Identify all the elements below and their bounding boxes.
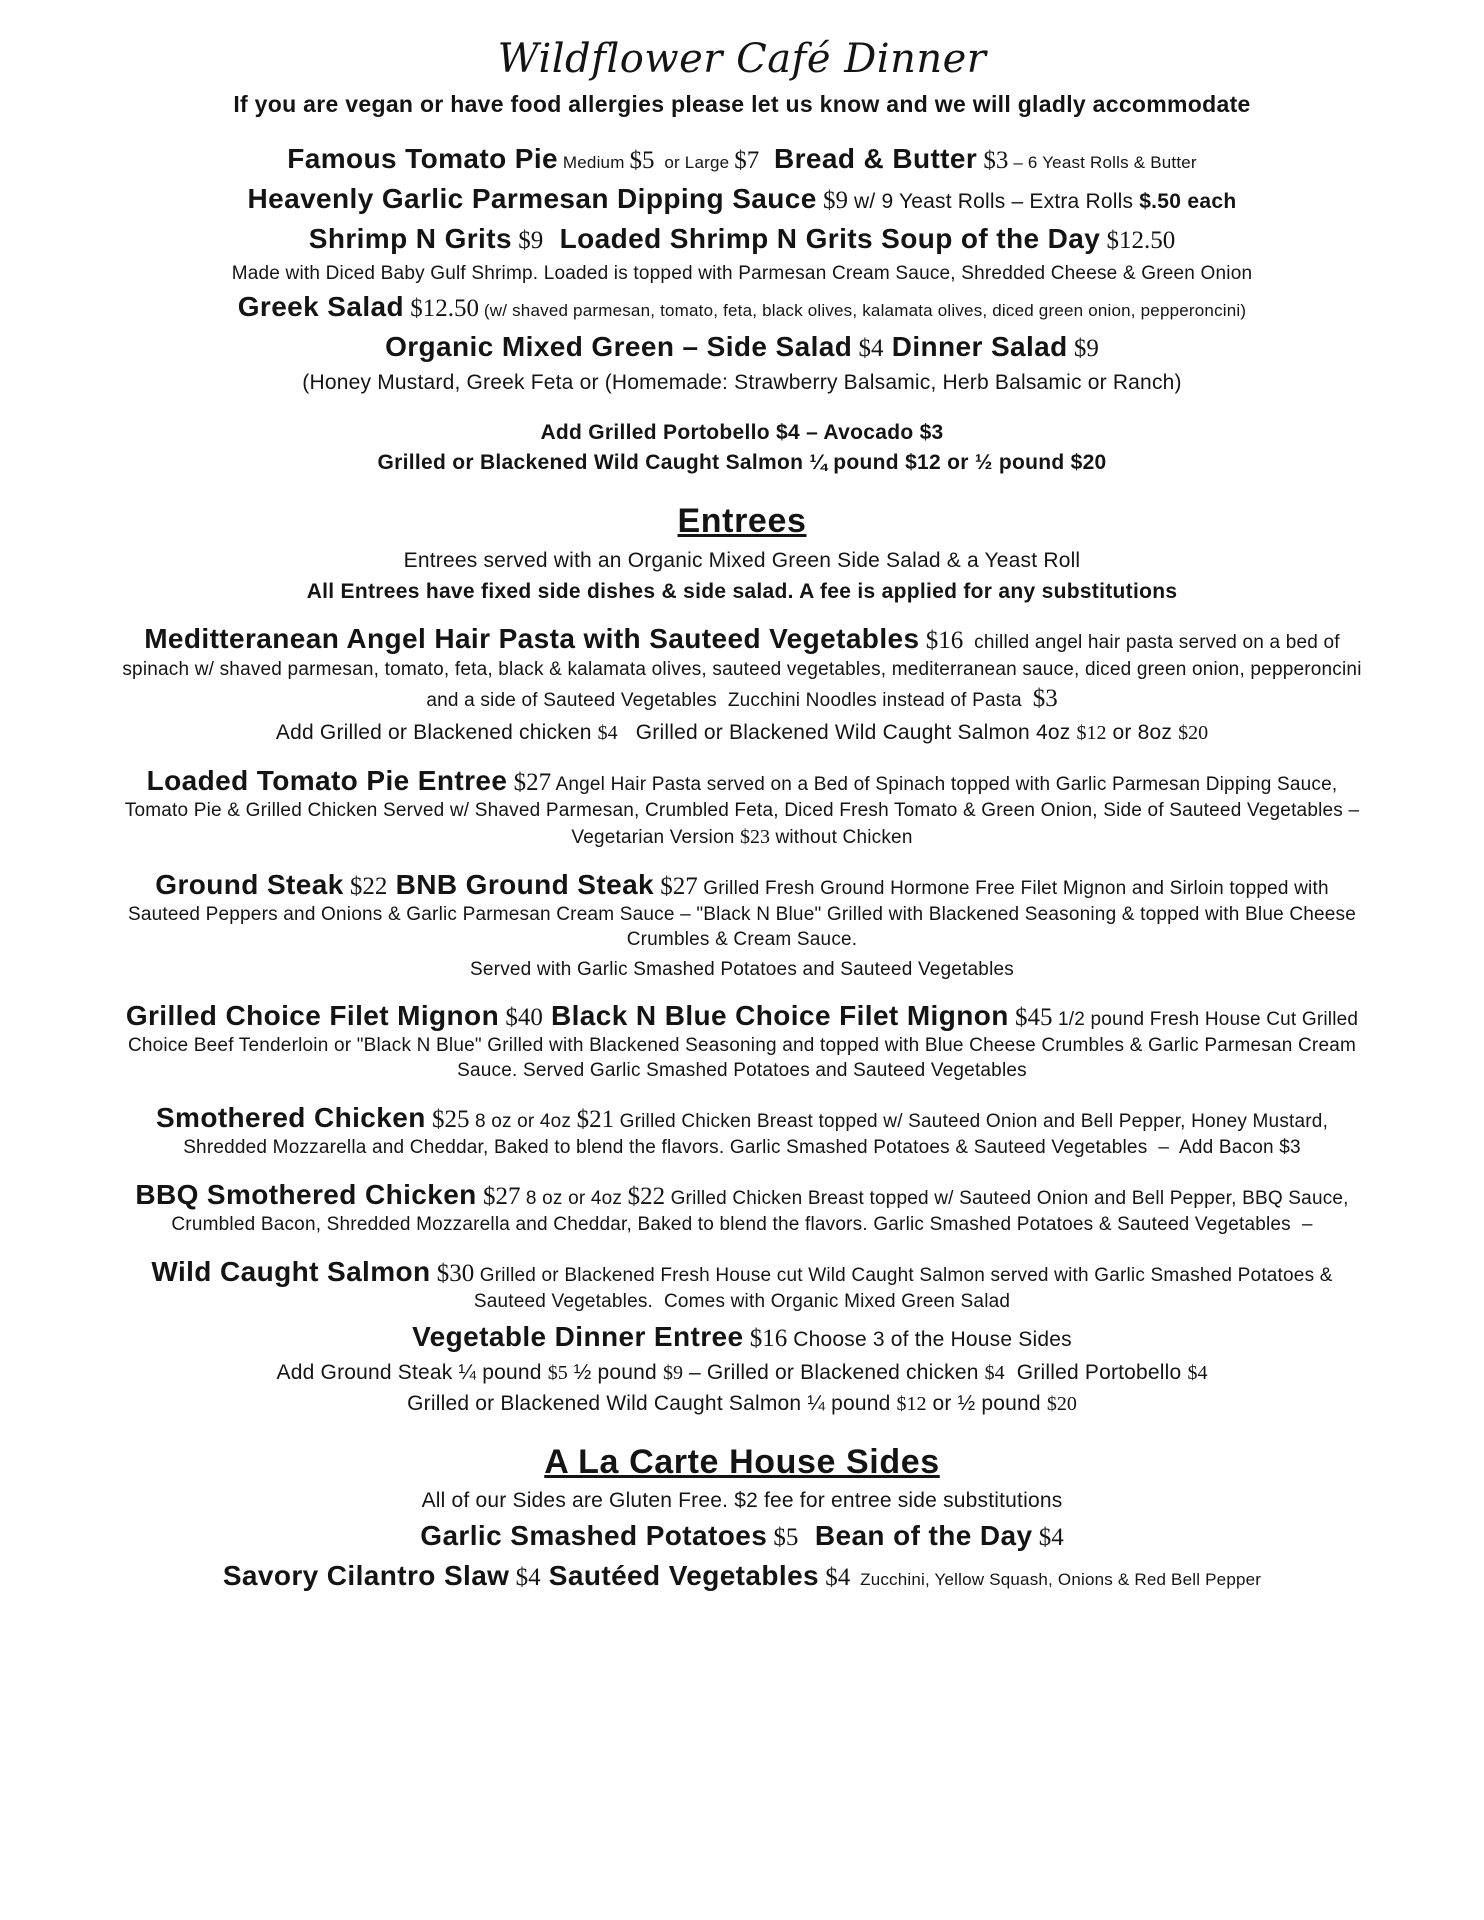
line-greek-salad (117, 289, 1367, 326)
line-shrimp-n-grits-seg-1: $9 (511, 227, 544, 255)
entrees-note-salad-roll (117, 547, 1367, 575)
entree-ground-steak-sides (117, 957, 1367, 982)
entree-vegetable-dinner-add-2-seg-2: or ½ pound (926, 1391, 1047, 1415)
line-shrimp-n-grits-seg-2 (543, 232, 559, 253)
entree-mediterranean-pasta-add-seg-0: Add Grilled or Blackened chicken (275, 721, 598, 745)
side-slaw-vegetables-seg-3: $4 (819, 1564, 851, 1592)
line-dressings (117, 369, 1367, 397)
entree-vegetable-dinner-add-2-seg-0: Grilled or Blackened Wild Caught Salmon ¼ pound (407, 1391, 897, 1415)
entree-smothered-chicken-seg-1: $25 (425, 1105, 470, 1133)
entree-bbq-smothered-chicken (117, 1177, 1367, 1238)
entree-smothered-chicken-seg-2: 8 oz or 4oz (469, 1110, 577, 1132)
entree-bbq-smothered-chicken-seg-2: 8 oz or 4oz (520, 1187, 628, 1209)
entree-mediterranean-pasta-add-seg-4: or 8oz (1106, 721, 1179, 745)
side-potatoes-bean-seg-3: Bean of the Day (814, 1520, 1033, 1552)
entrees-note-substitutions (117, 578, 1367, 606)
allergy-note (117, 89, 1367, 119)
entree-ground-steak-seg-1: $22 (343, 872, 388, 900)
entree-vegetable-dinner-add-1-seg-4: – Grilled or Blackened chicken (682, 1361, 985, 1385)
line-add-portobello-avocado (117, 419, 1367, 447)
entree-ground-steak-seg-4: Grilled Fresh Ground Hormone Free Filet Mignon and Sirloin topped with Sauteed Peppers and Onions & Garlic Parmesan Cream Sauce – "Black N Blue" Grilled with Blackened Seasoning & topped with Blue Cheese Crumbles & Cream Sauce. (127, 877, 1362, 950)
entree-wild-caught-salmon-seg-0: Wild Caught Salmon (151, 1255, 431, 1287)
entree-mediterranean-pasta-add-seg-3: $12 (1076, 722, 1107, 745)
entrees-note-substitutions-seg-0: All Entrees have fixed side dishes & side salad. A fee is applied for any substitutions (306, 579, 1178, 603)
entree-smothered-chicken-seg-3: $21 (576, 1105, 615, 1133)
entree-vegetable-dinner-add-2-seg-3: $20 (1046, 1392, 1077, 1415)
entree-wild-caught-salmon-seg-2: Grilled or Blackened Fresh House cut Wild Caught Salmon served with Garlic Smashed Potatoes & Sauteed Vegetables. Comes with Organic Mixed Green Salad (473, 1264, 1339, 1313)
section-entrees-seg-0: Entrees (677, 502, 807, 541)
entree-mediterranean-pasta-add (117, 719, 1367, 747)
side-slaw-vegetables-seg-4: Zucchini, Yellow Squash, Onions & Red Bell Pepper (850, 1570, 1262, 1590)
line-organic-mixed-green (117, 329, 1367, 366)
menu-title-seg-0: Wildflower Café Dinner (497, 36, 987, 82)
side-slaw-vegetables-seg-0: Savory Cilantro Slaw (222, 1560, 510, 1592)
line-shrimp-desc-seg-0: Made with Diced Baby Gulf Shrimp. Loaded is topped with Parmesan Cream Sauce, Shredded Cheese & Green Onion (231, 263, 1253, 285)
entree-mediterranean-pasta-seg-3: $3 (1032, 684, 1058, 712)
line-garlic-parmesan-dipping-sauce-seg-2: w/ 9 Yeast Rolls – Extra Rolls (847, 190, 1140, 214)
entree-vegetable-dinner-add-2-seg-1: $12 (896, 1392, 927, 1415)
entree-mediterranean-pasta-add-seg-2: Grilled or Blackened Wild Caught Salmon 4oz (617, 721, 1077, 745)
entree-vegetable-dinner-seg-1: $16 (743, 1325, 788, 1353)
entree-loaded-tomato-pie-seg-1: $27 (507, 768, 552, 796)
entree-vegetable-dinner-seg-2: Choose 3 of the House Sides (787, 1328, 1072, 1352)
side-slaw-vegetables-seg-2: Sautéed Vegetables (540, 1560, 820, 1592)
line-add-portobello-avocado-seg-0: Add Grilled Portobello $4 – Avocado $3 (540, 420, 944, 444)
entrees-note-salad-roll-seg-0: Entrees served with an Organic Mixed Green Side Salad & a Yeast Roll (403, 549, 1081, 573)
line-tomato-pie-bread-butter-seg-0: Famous Tomato Pie (287, 143, 558, 175)
section-entrees (117, 499, 1367, 544)
entree-filet-mignon-seg-3: $45 (1008, 1003, 1053, 1031)
side-potatoes-bean-seg-4: $4 (1032, 1524, 1064, 1552)
entree-vegetable-dinner-add-2 (117, 1390, 1367, 1418)
entree-loaded-tomato-pie-seg-2: Angel Hair Pasta served on a Bed of Spinach topped with Garlic Parmesan Dipping Sauce, Tomato Pie & Grilled Chicken Served w/ Shaved Parmesan, Crumbled Feta, Diced Fresh Tomato & Green Onion, Side of Sauteed Vegetables – Vegetarian Version (124, 773, 1365, 849)
entree-vegetable-dinner (117, 1319, 1367, 1356)
sides-note-seg-0: All of our Sides are Gluten Free. $2 fee for entree side substitutions (421, 1489, 1063, 1513)
line-shrimp-n-grits-seg-4: $12.50 (1100, 227, 1176, 255)
line-shrimp-n-grits-seg-3: Loaded Shrimp N Grits Soup of the Day (559, 223, 1101, 255)
line-shrimp-n-grits-seg-0: Shrimp N Grits (308, 223, 512, 255)
line-tomato-pie-bread-butter-seg-2: $5 (629, 147, 655, 175)
line-tomato-pie-bread-butter-seg-8: – 6 Yeast Rolls & Butter (1008, 153, 1197, 173)
entree-mediterranean-pasta-seg-2: chilled angel hair pasta served on a bed of spinach w/ shaved parmesan, tomato, feta, black & kalamata olives, sauteed vegetables, mediterranean sauce, diced green onion, pepperoncini and a side of Sauteed Vegetables Zucchini Noodles instead of Pasta (122, 632, 1368, 711)
entree-ground-steak-seg-3: $27 (654, 872, 698, 900)
allergy-note-seg-0: If you are vegan or have food allergies please let us know and we will gladly accommodate (233, 90, 1251, 117)
line-organic-mixed-green-seg-3: $9 (1067, 335, 1099, 363)
line-tomato-pie-bread-butter (117, 141, 1367, 178)
line-greek-salad-seg-1: $12.50 (404, 295, 479, 323)
section-a-la-carte-sides (117, 1440, 1367, 1485)
entree-bbq-smothered-chicken-seg-0: BBQ Smothered Chicken (135, 1178, 477, 1210)
line-shrimp-n-grits (117, 221, 1367, 258)
side-potatoes-bean-seg-2 (798, 1529, 814, 1550)
line-garlic-parmesan-dipping-sauce-seg-3: $.50 each (1139, 190, 1237, 214)
side-slaw-vegetables-seg-1: $4 (509, 1564, 541, 1592)
entree-mediterranean-pasta-add-seg-5: $20 (1178, 722, 1209, 745)
entree-ground-steak-seg-0: Ground Steak (155, 868, 344, 900)
entree-smothered-chicken (117, 1100, 1367, 1161)
sides-note (117, 1487, 1367, 1515)
line-organic-mixed-green-seg-1: $4 (852, 335, 884, 363)
line-add-salmon (117, 449, 1367, 477)
line-greek-salad-seg-2: (w/ shaved parmesan, tomato, feta, black olives, kalamata olives, diced green onion, pepperoncini) (479, 301, 1247, 321)
entree-mediterranean-pasta-seg-0: Meditteranean Angel Hair Pasta with Sauteed Vegetables (144, 623, 920, 655)
side-potatoes-bean (117, 1518, 1367, 1555)
entree-bbq-smothered-chicken-seg-4: Grilled Chicken Breast topped w/ Sauteed Onion and Bell Pepper, BBQ Sauce, Crumbled Bacon, Shredded Mozzarella and Cheddar, Baked to blend the flavors. Garlic Smashed Potatoes & Sauteed Vegetables – (171, 1187, 1355, 1236)
entree-bbq-smothered-chicken-seg-1: $27 (476, 1182, 521, 1210)
line-tomato-pie-bread-butter-seg-1: Medium (557, 153, 630, 173)
line-organic-mixed-green-seg-2: Dinner Salad (883, 331, 1068, 363)
line-tomato-pie-bread-butter-seg-4: $7 (734, 147, 760, 175)
entree-loaded-tomato-pie-seg-4: without Chicken (769, 827, 913, 849)
entree-vegetable-dinner-add-1-seg-6: Grilled Portobello (1004, 1361, 1188, 1385)
entree-filet-mignon-seg-1: $40 (499, 1003, 543, 1031)
line-tomato-pie-bread-butter-seg-6: Bread & Butter (773, 143, 978, 175)
line-garlic-parmesan-dipping-sauce-seg-0: Heavenly Garlic Parmesan Dipping Sauce (247, 183, 817, 215)
line-shrimp-desc (117, 261, 1367, 286)
entree-vegetable-dinner-add-1-seg-1: $5 (547, 1362, 568, 1385)
entree-ground-steak (117, 867, 1367, 953)
entree-mediterranean-pasta-seg-1: $16 (919, 627, 964, 655)
entree-smothered-chicken-seg-0: Smothered Chicken (155, 1101, 426, 1133)
entree-loaded-tomato-pie-seg-0: Loaded Tomato Pie Entree (146, 764, 508, 796)
menu-lines (117, 33, 1367, 1595)
entree-vegetable-dinner-seg-0: Vegetable Dinner Entree (412, 1321, 744, 1353)
section-a-la-carte-sides-seg-0: A La Carte House Sides (544, 1442, 940, 1481)
entree-loaded-tomato-pie-seg-3: $23 (739, 826, 770, 849)
entree-vegetable-dinner-add-1 (117, 1359, 1367, 1387)
line-dressings-seg-0: (Honey Mustard, Greek Feta or (Homemade: Strawberry Balsamic, Herb Balsamic or Ranch) (302, 371, 1182, 394)
line-tomato-pie-bread-butter-seg-3: or Large (654, 153, 735, 173)
entree-vegetable-dinner-add-1-seg-2: ½ pound (567, 1361, 663, 1385)
line-organic-mixed-green-seg-0: Organic Mixed Green – Side Salad (385, 331, 853, 363)
line-garlic-parmesan-dipping-sauce-seg-1: $9 (816, 187, 848, 215)
entree-wild-caught-salmon (117, 1254, 1367, 1315)
line-greek-salad-seg-0: Greek Salad (237, 291, 404, 323)
entree-loaded-tomato-pie (117, 763, 1367, 851)
line-tomato-pie-bread-butter-seg-5 (759, 153, 774, 172)
menu-title (117, 33, 1367, 86)
entree-ground-steak-seg-2: BNB Ground Steak (387, 868, 655, 900)
entree-filet-mignon-seg-0: Grilled Choice Filet Mignon (125, 999, 500, 1031)
entree-vegetable-dinner-add-1-seg-3: $9 (662, 1362, 683, 1385)
entree-vegetable-dinner-add-1-seg-0: Add Ground Steak ¼ pound (276, 1361, 548, 1385)
entree-filet-mignon-seg-4: 1/2 pound Fresh House Cut Grilled Choice Beef Tenderloin or "Black N Blue" Grilled with Blackened Seasoning and topped with Blue Cheese Crumbles & Garlic Parmesan Cream Sauce. Served Garlic Smashed Potatoes and Sauteed Vegetables (127, 1008, 1364, 1081)
entree-mediterranean-pasta-add-seg-1: $4 (597, 722, 618, 745)
entree-vegetable-dinner-add-1-seg-7: $4 (1187, 1362, 1208, 1385)
line-garlic-parmesan-dipping-sauce (117, 181, 1367, 218)
entree-filet-mignon (117, 998, 1367, 1084)
side-potatoes-bean-seg-0: Garlic Smashed Potatoes (420, 1520, 768, 1552)
entree-vegetable-dinner-add-1-seg-5: $4 (984, 1362, 1005, 1385)
entree-wild-caught-salmon-seg-1: $30 (430, 1259, 475, 1287)
entree-mediterranean-pasta (117, 621, 1367, 715)
entree-ground-steak-sides-seg-0: Served with Garlic Smashed Potatoes and Sauteed Vegetables (470, 958, 1014, 980)
line-tomato-pie-bread-butter-seg-7: $3 (977, 147, 1009, 175)
side-potatoes-bean-seg-1: $5 (767, 1524, 799, 1552)
entree-smothered-chicken-seg-4: Grilled Chicken Breast topped w/ Sauteed Onion and Bell Pepper, Honey Mustard, Shredded Mozzarella and Cheddar, Baked to blend the flavors. Garlic Smashed Potatoes & Sauteed Vegetables – Add Bacon $3 (183, 1110, 1334, 1159)
side-slaw-vegetables (117, 1558, 1367, 1595)
entree-filet-mignon-seg-2: Black N Blue Choice Filet Mignon (542, 999, 1009, 1031)
entree-bbq-smothered-chicken-seg-3: $22 (627, 1182, 666, 1210)
line-add-salmon-seg-0: Grilled or Blackened Wild Caught Salmon ¼ pound $12 or ½ pound $20 (377, 451, 1107, 475)
